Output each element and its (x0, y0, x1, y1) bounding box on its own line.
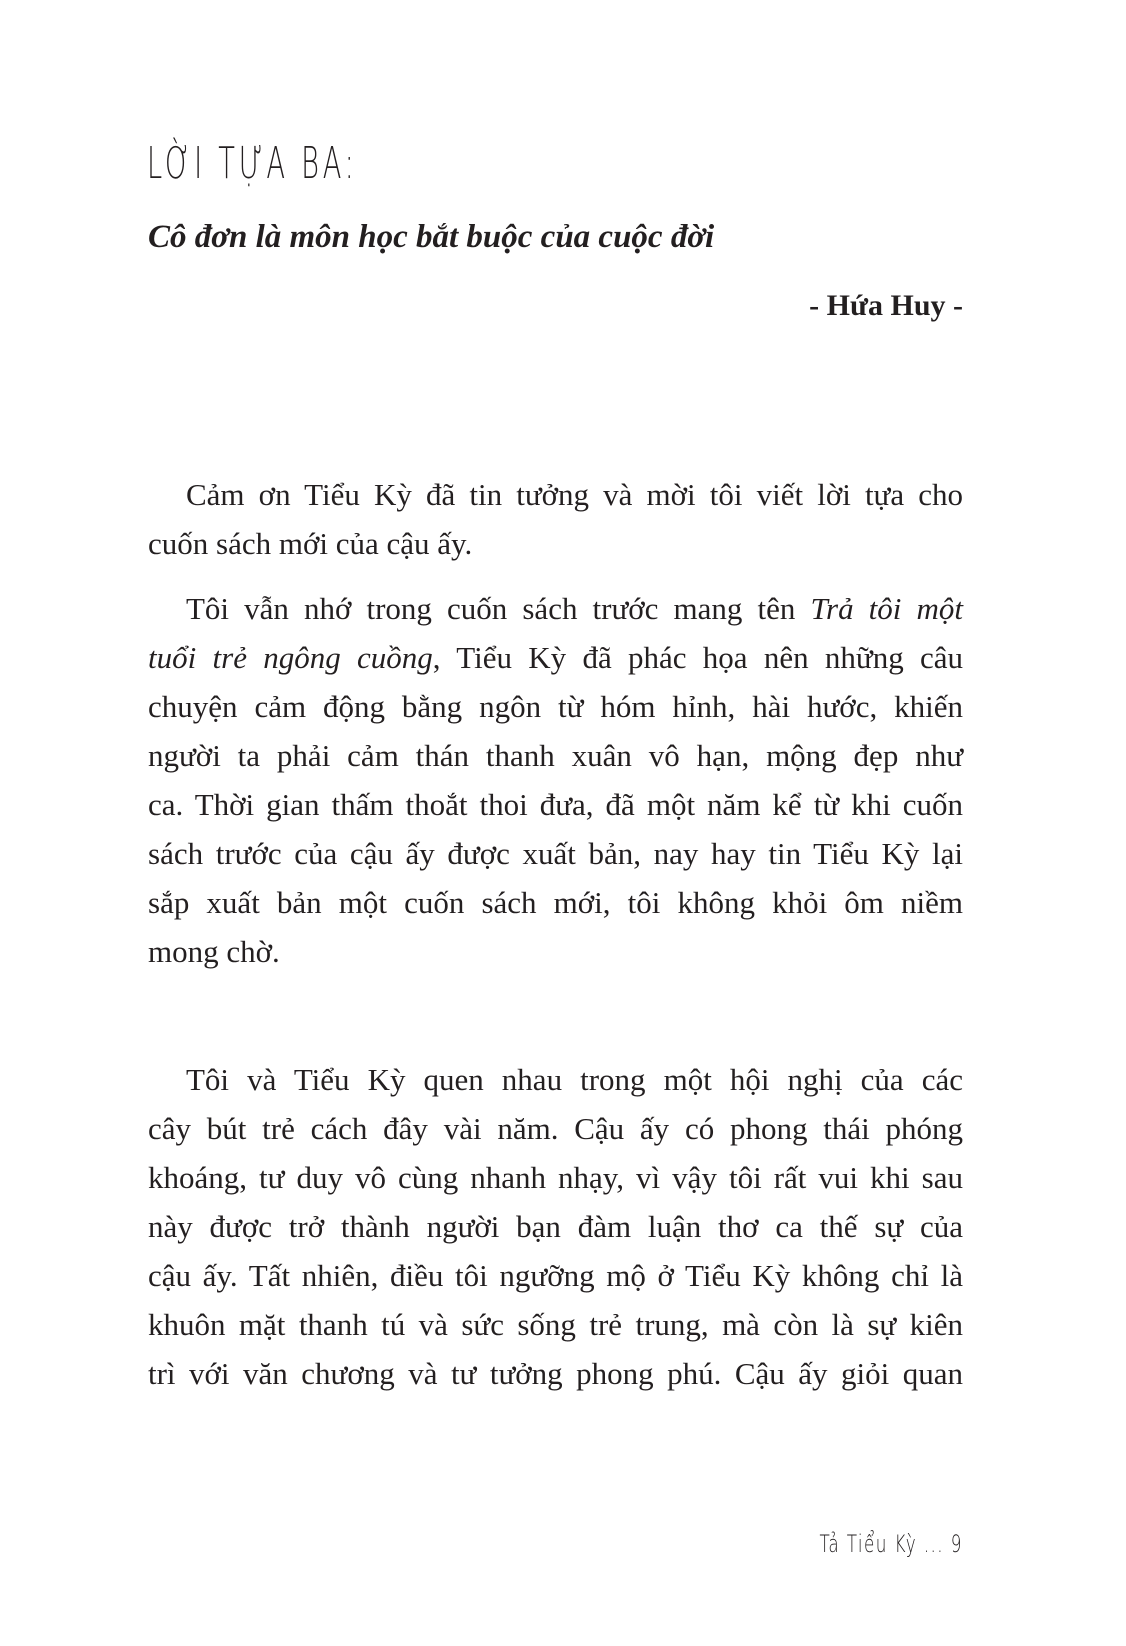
text-line (148, 780, 963, 829)
text-segment: sắp xuất bản một cuốn sách mới, tôi không khỏi ôm niềm (148, 885, 963, 920)
text-segment: sách trước của cậu ấy được xuất bản, nay hay tin Tiểu Kỳ lại (148, 836, 963, 871)
text-line (148, 1153, 963, 1202)
text-segment: , Tiểu Kỳ đã phác họa nên những câu (432, 640, 964, 675)
text-line (148, 731, 963, 780)
text-segment: Tôi vẫn nhớ trong cuốn sách trước mang tên (186, 591, 811, 626)
text-segment: khoáng, tư duy vô cùng nhanh nhạy, vì vậy tôi rất vui khi sau (148, 1160, 963, 1195)
text-line (148, 1300, 963, 1349)
text-segment: trì với văn chương và tư tưởng phong phú. Cậu ấy giỏi quan (148, 1356, 963, 1391)
running-footer: Tả Tiểu Kỳ ... 9 (819, 1530, 963, 1558)
italic-title-text: tuổi trẻ ngông cuồng (148, 640, 433, 675)
text-line (148, 633, 963, 682)
paragraph-2 (148, 584, 963, 976)
text-segment: người ta phải cảm thán thanh xuân vô hạn, mộng đẹp như (148, 738, 963, 773)
text-line (148, 1055, 963, 1104)
paragraph-3 (148, 1055, 963, 1398)
text-segment: cậu ấy. Tất nhiên, điều tôi ngưỡng mộ ở Tiểu Kỳ không chỉ là (148, 1258, 963, 1293)
text-segment: Tôi và Tiểu Kỳ quen nhau trong một hội nghị của các (186, 1062, 963, 1097)
text-segment: này được trở thành người bạn đàm luận thơ ca thế sự của (148, 1209, 963, 1244)
author-attribution: - Hứa Huy - (809, 289, 963, 322)
text-segment: ca. Thời gian thấm thoắt thoi đưa, đã một năm kể từ khi cuốn (148, 787, 963, 822)
text-line (148, 682, 963, 731)
text-line (148, 829, 963, 878)
text-line (148, 878, 963, 927)
text-line (148, 519, 963, 568)
text-line (148, 470, 963, 519)
paragraph-1 (148, 470, 963, 568)
text-segment: cuốn sách mới của cậu ấy. (148, 526, 473, 561)
text-line (148, 1349, 963, 1398)
chapter-subtitle: Cô đơn là môn học bắt buộc của cuộc đời (148, 219, 715, 255)
text-line (148, 584, 963, 633)
text-line (148, 1251, 963, 1300)
text-line (148, 1202, 963, 1251)
text-segment: cây bút trẻ cách đây vài năm. Cậu ấy có phong thái phóng (148, 1111, 963, 1146)
text-segment: mong chờ. (148, 934, 280, 969)
text-segment: Cảm ơn Tiểu Kỳ đã tin tưởng và mời tôi viết lời tựa cho (186, 477, 963, 512)
text-line (148, 927, 963, 976)
text-segment: khuôn mặt thanh tú và sức sống trẻ trung, mà còn là sự kiên (148, 1307, 963, 1342)
chapter-title: LỜI TỰA BA: (147, 138, 358, 189)
text-line (148, 1104, 963, 1153)
italic-title-text: Trả tôi một (810, 591, 963, 626)
text-segment: chuyện cảm động bằng ngôn từ hóm hỉnh, hài hước, khiến (148, 689, 963, 724)
